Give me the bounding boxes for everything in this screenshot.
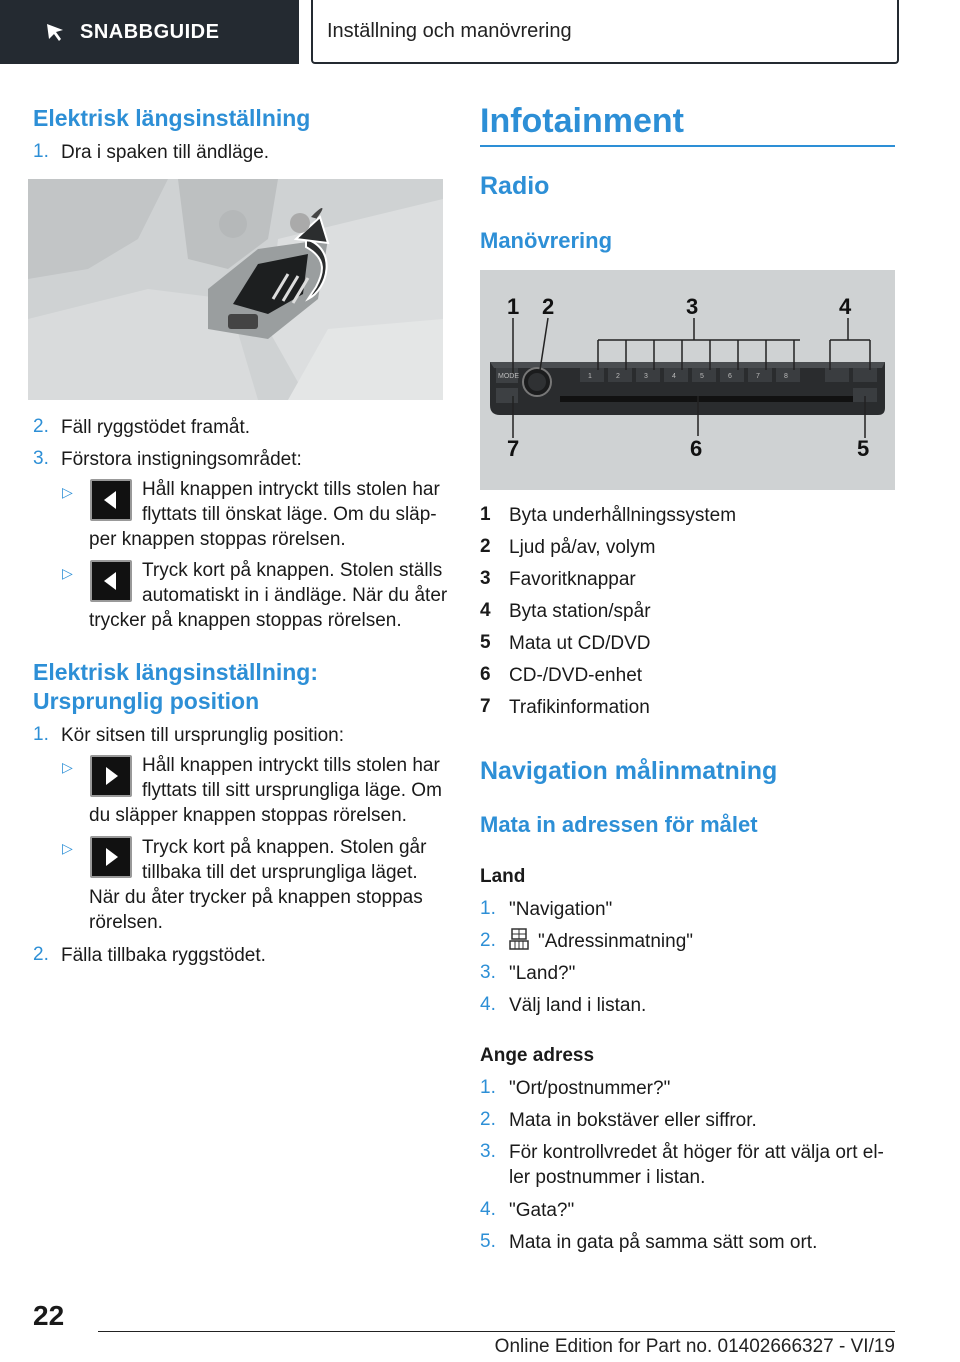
step-text: Förstora instigningsområdet: (61, 449, 302, 470)
panel-label: 8 (784, 373, 788, 380)
heading-radio: Radio (480, 172, 550, 200)
step-number: 2. (33, 416, 49, 437)
seat-forward-button-icon (90, 755, 132, 797)
panel-label: 4 (672, 373, 676, 380)
bullet-text: När du åter trycker på knappen stoppas (89, 887, 423, 908)
bullet-text: flyttats till sitt ursprungliga läge. Om (142, 780, 442, 801)
seat-back-button-icon (90, 479, 132, 521)
step-text: "Gata?" (509, 1200, 575, 1221)
heading-rule (480, 145, 895, 147)
step-number: 4. (480, 994, 496, 1015)
callout-number: 2 (542, 294, 555, 319)
footer-edition: Online Edition for Part no. 01402666327 - VI/19 (494, 1336, 895, 1357)
footer-rule (98, 1331, 895, 1332)
legend-number: 2 (480, 536, 491, 557)
step-text: Mata in gata på samma sätt som ort. (509, 1232, 818, 1253)
callout-number: 1 (507, 294, 520, 319)
legend-text: Byta station/spår (509, 601, 651, 622)
tab-quick-guide-label: SNABBGUIDE (80, 20, 220, 43)
triangle-bullet-icon: ▷ (62, 565, 73, 581)
page-header (0, 0, 960, 66)
bullet-text: flyttats till önskat läge. Om du släp- (142, 504, 437, 525)
heading-enter-address: Mata in adressen för målet (480, 812, 758, 837)
heading-electric-adjustment: Elektrisk längsinställning (33, 105, 311, 131)
legend-text: Mata ut CD/DVD (509, 633, 651, 654)
step-number: 3. (480, 1141, 496, 1162)
step-number: 3. (480, 962, 496, 983)
step-text: ler postnummer i listan. (509, 1167, 706, 1188)
bullet-text: du släpper knappen stoppas rörelsen. (89, 805, 407, 826)
seat-lever-illustration (28, 179, 443, 400)
step-number: 4. (480, 1199, 496, 1220)
step-number: 5. (480, 1231, 496, 1252)
step-number: 1. (33, 141, 49, 162)
legend-text: Byta underhållningssystem (509, 505, 737, 526)
legend-text: Favoritknappar (509, 569, 636, 590)
panel-label: 7 (756, 373, 760, 380)
callout-number: 3 (686, 294, 699, 319)
legend-number: 5 (480, 632, 491, 653)
panel-label: 3 (644, 373, 648, 380)
step-text: Välj land i listan. (509, 995, 647, 1016)
arrow-pointer-icon (44, 21, 66, 43)
legend-number: 7 (480, 696, 491, 717)
step-number: 1. (33, 724, 49, 745)
step-text: Fälla tillbaka ryggstödet. (61, 945, 266, 966)
step-number: 3. (33, 448, 49, 469)
seat-back-button-icon (90, 560, 132, 602)
step-text: Dra i spaken till ändläge. (61, 142, 270, 163)
seat-forward-button-icon (90, 836, 132, 878)
heading-operation: Manövrering (480, 228, 613, 253)
heading-original-position: Elektrisk längsinställning: (33, 659, 319, 685)
callout-number: 6 (690, 436, 703, 461)
triangle-bullet-icon: ▷ (62, 759, 73, 775)
bullet-text: per knappen stoppas rörelsen. (89, 529, 346, 550)
callout-number: 7 (507, 436, 520, 461)
bullet-text: Tryck kort på knappen. Stolen ställs (142, 560, 443, 581)
subheading-country: Land (480, 866, 526, 887)
step-number: 2. (480, 930, 496, 951)
step-text: Kör sitsen till ursprunglig position: (61, 725, 345, 746)
heading-navigation: Navigation målinmatning (480, 757, 778, 785)
step-text: Mata in bokstäver eller siffror. (509, 1110, 757, 1131)
subheading-address: Ange adress (480, 1045, 595, 1066)
triangle-bullet-icon: ▷ (62, 484, 73, 500)
step-number: 2. (480, 1109, 496, 1130)
step-number: 2. (33, 944, 49, 965)
step-number: 1. (480, 1077, 496, 1098)
legend-number: 6 (480, 664, 491, 685)
tab-section-label: Inställning och manövrering (327, 19, 572, 42)
panel-label: MODE (498, 373, 519, 380)
heading-original-position: Ursprunglig position (33, 688, 260, 714)
bullet-text: tillbaka till det ursprungliga läget. (142, 862, 418, 883)
heading-infotainment: Infotainment (480, 102, 684, 140)
bullet-text: Håll knappen intryckt tills stolen har (142, 479, 440, 500)
tab-section[interactable] (311, 0, 899, 64)
legend-number: 1 (480, 504, 491, 525)
step-number: 1. (480, 898, 496, 919)
legend-number: 4 (480, 600, 491, 621)
bullet-text: trycker på knappen stoppas rörelsen. (89, 610, 402, 631)
legend-text: CD-/DVD-enhet (509, 665, 643, 686)
step-text: Fäll ryggstödet framåt. (61, 417, 251, 438)
address-input-icon (508, 927, 530, 951)
callout-number: 4 (839, 294, 852, 319)
radio-panel-illustration (480, 270, 895, 490)
panel-label: 5 (700, 373, 704, 380)
panel-label: 1 (588, 373, 592, 380)
step-text: "Land?" (509, 963, 576, 984)
step-text: "Navigation" (509, 899, 613, 920)
callout-number: 5 (857, 436, 870, 461)
triangle-bullet-icon: ▷ (62, 840, 73, 856)
bullet-text: rörelsen. (89, 912, 163, 933)
legend-number: 3 (480, 568, 491, 589)
bullet-text: automatiskt in i ändläge. När du åter (142, 585, 448, 606)
bullet-text: Tryck kort på knappen. Stolen går (142, 837, 427, 858)
legend-text: Ljud på/av, volym (509, 537, 656, 558)
step-text: "Adressinmatning" (538, 931, 694, 952)
page-number: 22 (33, 1300, 65, 1331)
tab-quick-guide[interactable] (0, 0, 299, 64)
bullet-text: Håll knappen intryckt tills stolen har (142, 755, 440, 776)
step-text: För kontrollvredet åt höger för att välja ort el- (509, 1142, 884, 1163)
step-text: "Ort/postnummer?" (509, 1078, 671, 1099)
panel-label: 6 (728, 373, 732, 380)
panel-label: 2 (616, 373, 620, 380)
legend-text: Trafikinformation (509, 697, 650, 718)
